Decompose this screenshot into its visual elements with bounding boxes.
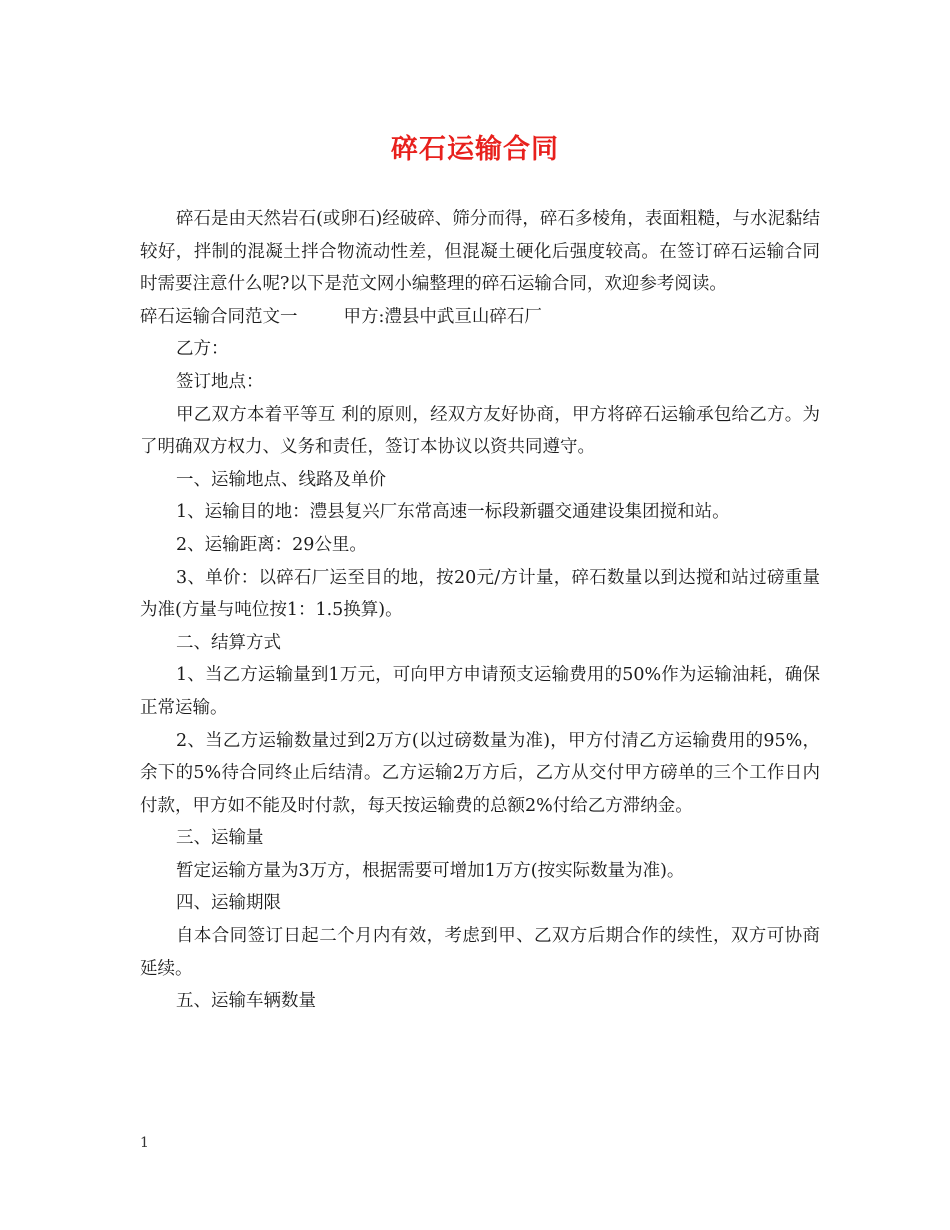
party-a: 甲方:澧县中武亘山碎石厂 <box>343 306 542 327</box>
document-body <box>140 203 820 1018</box>
section2-item1: 1、当乙方运输量到1万元，可向甲方申请预支运输费用的50%作为运输油耗，确保正常运输。 <box>140 665 820 718</box>
section1-item1: 1、运输目的地：澧县复兴厂东常高速一标段新疆交通建设集团搅和站。 <box>176 502 730 523</box>
intro-paragraph: 碎石是由天然岩石(或卵石)经破碎、筛分而得，碎石多棱角，表面粗糙，与水泥黏结较好，拌制的混凝土拌合物流动性差，但混凝土硬化后强度较高。在签订碎石运输合同时需要注意什么呢?以下是范文网小编整理的碎石运输合同，欢迎参考阅读。 <box>140 209 820 295</box>
section1-heading: 一、运输地点、线路及单价 <box>176 469 386 490</box>
document-title: 碎石运输合同 <box>391 134 559 165</box>
section3-text: 暂定运输方量为3万方，根据需要可增加1万方(按实际数量为准)。 <box>176 860 685 881</box>
section4-heading: 四、运输期限 <box>176 893 281 914</box>
party-line <box>140 301 820 334</box>
section2-heading: 二、结算方式 <box>176 632 281 653</box>
preamble-paragraph: 甲乙双方本着平等互 利的原则，经双方友好协商，甲方将碎石运输承包给乙方。为了明确双方权力、义务和责任，签订本协议以资共同遵守。 <box>140 404 820 458</box>
sample-label: 碎石运输合同范文一 <box>140 306 298 327</box>
sign-place: 签订地点： <box>176 371 264 392</box>
section5-heading: 五、运输车辆数量 <box>176 991 316 1012</box>
section2-item2: 2、当乙方运输数量过到2万方(以过磅数量为准)，甲方付清乙方运输费用的95%，余下的5%待合同终止后结清。乙方运输2万方后，乙方从交付甲方磅单的三个工作日内付款，甲方如不能及时付款，每天按运输费的总额2%付给乙方滞纳金。 <box>140 730 820 816</box>
page-number: 1 <box>140 1135 149 1151</box>
section1-item3: 3、单价：以碎石厂运至目的地，按20元/方计量，碎石数量以到达搅和站过磅重量为准(方量与吨位按1：1.5换算)。 <box>140 567 820 621</box>
party-b: 乙方： <box>176 339 229 360</box>
section3-heading: 三、运输量 <box>176 828 264 849</box>
section4-text: 自本合同签订日起二个月内有效，考虑到甲、乙双方后期合作的续性，双方可协商延续。 <box>140 926 820 979</box>
section1-item2: 2、运输距离：29公里。 <box>176 534 367 555</box>
